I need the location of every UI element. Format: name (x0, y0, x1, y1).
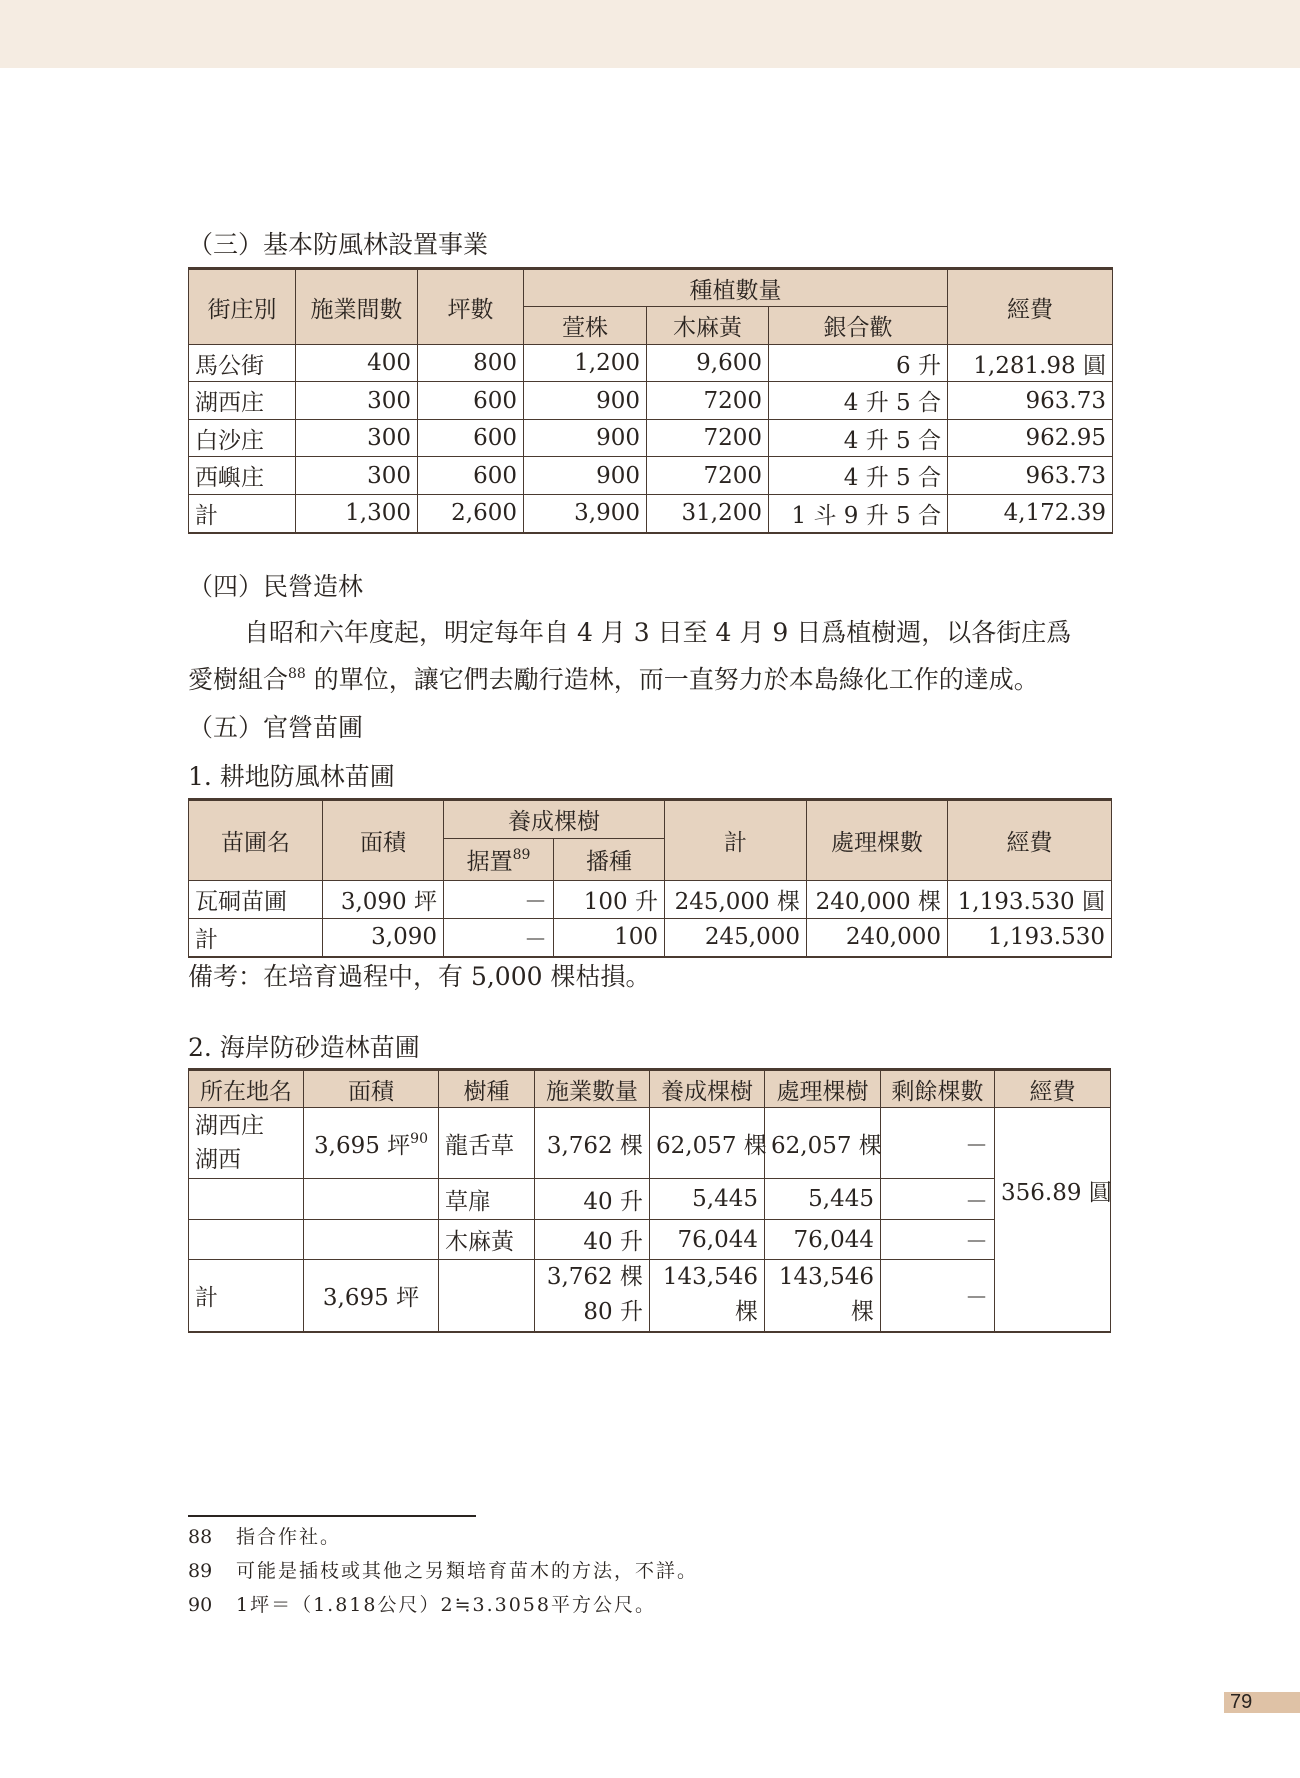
footnote-ref-90[interactable]: 90 (410, 1130, 428, 1147)
cell-town: 白沙庄 (189, 420, 296, 457)
section3-heading: （三）基本防風林設置事業 (188, 230, 489, 259)
cell-c: 4 升 5 合 (769, 420, 948, 457)
cell-c: 1 斗 9 升 5 合 (769, 495, 948, 533)
header-cost: 經費 (948, 269, 1113, 345)
cell-processed: 240,000 棵 (807, 881, 948, 919)
footnote-88 (188, 1525, 341, 1549)
location-line1: 湖西庄 (195, 1113, 264, 1139)
cell-households: 300 (296, 457, 418, 495)
cell-total: 245,000 棵 (665, 881, 807, 919)
cell-raised: 76,044 (650, 1220, 765, 1260)
footnote-number: 88 (188, 1526, 213, 1548)
table-row (189, 1179, 1111, 1220)
header-cost: 經費 (948, 800, 1112, 881)
header-planting-group: 種植數量 (524, 269, 948, 307)
cell-a: 1,200 (524, 345, 647, 382)
cell-work-qty: 40 升 (535, 1179, 650, 1220)
header-col-b: 木麻黃 (647, 307, 769, 345)
raised-line2: 棵 (735, 1299, 758, 1326)
header-processed: 處理棵樹 (765, 1070, 881, 1108)
cell-species (439, 1260, 535, 1332)
cell-location (189, 1108, 304, 1179)
cell-area (304, 1179, 439, 1220)
cell-a: 3,900 (524, 495, 647, 533)
cell-cutting: － (444, 881, 554, 919)
nursery2-table (188, 1068, 1111, 1333)
cell-location: 計 (189, 1260, 304, 1332)
cell-cost: 1,193.530 (948, 919, 1112, 957)
cost-value: 356.89 圓 (1001, 1179, 1112, 1206)
header-name: 苗圃名 (189, 800, 323, 881)
header-raised: 養成棵樹 (650, 1070, 765, 1108)
header-species: 樹種 (439, 1070, 535, 1108)
cell-cost-merged (995, 1108, 1111, 1332)
cell-cost: 1,193.530 圓 (948, 881, 1112, 919)
para-text: 的單位，讓它們去勵行造林，而一直努力於本島綠化工作的達成。 (305, 665, 1039, 694)
header-households: 施業間數 (296, 269, 418, 345)
cell-cost: 963.73 (948, 382, 1113, 420)
cell-cost: 1,281.98 圓 (948, 345, 1113, 382)
cell-c: 6 升 (769, 345, 948, 382)
header-col-c: 銀合歡 (769, 307, 948, 345)
cell-processed: 240,000 (807, 919, 948, 957)
cell-a: 900 (524, 457, 647, 495)
footnote-text: 指合作社。 (236, 1526, 342, 1548)
cell-species: 木麻黃 (439, 1220, 535, 1260)
cell-processed (765, 1260, 881, 1332)
cell-remaining: － (881, 1179, 995, 1220)
table-row (189, 382, 1113, 420)
cell-total: 245,000 (665, 919, 807, 957)
cell-area: 3,695 坪 (304, 1260, 439, 1332)
cell-a: 900 (524, 420, 647, 457)
section4-paragraph-line2 (188, 665, 1039, 695)
processed-line2: 棵 (851, 1299, 874, 1326)
header-cutting-label: 据置 (466, 849, 513, 875)
cell-c: 4 升 5 合 (769, 382, 948, 420)
nursery2-heading: 2. 海岸防砂造林苗圃 (188, 1033, 420, 1062)
cell-area: 3,090 坪 (323, 881, 444, 919)
header-town: 街庄別 (189, 269, 296, 345)
header-remaining: 剩餘棵數 (881, 1070, 995, 1108)
section4-paragraph-line1: 自昭和六年度起，明定每年自 4 月 3 日至 4 月 9 日爲植樹週，以各街庄爲 (244, 618, 1072, 647)
table-total-row (189, 919, 1112, 957)
cell-raised: 62,057 棵 (650, 1108, 765, 1179)
header-sowing: 播種 (554, 839, 665, 881)
cell-area: 3,090 (323, 919, 444, 957)
cell-raised (650, 1260, 765, 1332)
footnote-89 (188, 1559, 698, 1583)
windbreak-table (188, 267, 1113, 534)
footnote-ref-88[interactable]: 88 (288, 666, 306, 682)
header-area: 面積 (323, 800, 444, 881)
cell-processed: 62,057 棵 (765, 1108, 881, 1179)
location-line2: 湖西 (195, 1147, 241, 1173)
cell-area: 800 (418, 345, 524, 382)
cell-name: 計 (189, 919, 323, 957)
section4-heading: （四）民營造林 (188, 572, 364, 601)
footnote-number: 89 (188, 1560, 213, 1582)
cell-a: 900 (524, 382, 647, 420)
cell-households: 400 (296, 345, 418, 382)
cell-species: 草扉 (439, 1179, 535, 1220)
cell-area: 2,600 (418, 495, 524, 533)
cell-b: 7200 (647, 457, 769, 495)
cell-area: 600 (418, 420, 524, 457)
header-cost: 經費 (995, 1070, 1111, 1108)
work-qty-line1: 3,762 棵 (546, 1264, 643, 1291)
cell-area (304, 1220, 439, 1260)
cell-remaining: － (881, 1260, 995, 1332)
page-number: 79 (1224, 1692, 1300, 1713)
cell-cost: 962.95 (948, 420, 1113, 457)
cell-work-qty (535, 1260, 650, 1332)
top-band (0, 0, 1300, 68)
nursery1-note: 備考：在培育過程中，有 5,000 棵枯損。 (188, 962, 651, 991)
table-row (189, 345, 1113, 382)
header-total: 計 (665, 800, 807, 881)
cell-processed: 5,445 (765, 1179, 881, 1220)
raised-line1: 143,546 (662, 1264, 758, 1291)
header-area: 面積 (304, 1070, 439, 1108)
cell-area: 600 (418, 457, 524, 495)
cell-area (304, 1108, 439, 1179)
cell-town: 湖西庄 (189, 382, 296, 420)
cell-households: 1,300 (296, 495, 418, 533)
header-work-qty: 施業數量 (535, 1070, 650, 1108)
cell-sowing: 100 (554, 919, 665, 957)
work-qty-line2: 80 升 (583, 1299, 643, 1326)
cell-remaining: － (881, 1108, 995, 1179)
cell-cost: 4,172.39 (948, 495, 1113, 533)
cell-b: 9,600 (647, 345, 769, 382)
table-total-row (189, 1260, 1111, 1332)
footnote-text: 1坪＝（1.818公尺）2≒3.3058平方公尺。 (236, 1594, 656, 1616)
cell-households: 300 (296, 382, 418, 420)
nursery1-table (188, 798, 1112, 958)
cell-name: 瓦硐苗圃 (189, 881, 323, 919)
cell-species: 龍舌草 (439, 1108, 535, 1179)
cell-sowing: 100 升 (554, 881, 665, 919)
cell-b: 31,200 (647, 495, 769, 533)
cell-households: 300 (296, 420, 418, 457)
cell-b: 7200 (647, 420, 769, 457)
header-area: 坪數 (418, 269, 524, 345)
cell-area: 600 (418, 382, 524, 420)
cell-c: 4 升 5 合 (769, 457, 948, 495)
header-col-a: 萱株 (524, 307, 647, 345)
footnote-ref-89[interactable]: 89 (512, 847, 531, 863)
processed-line1: 143,546 (778, 1264, 874, 1291)
footnote-text: 可能是插枝或其他之另類培育苗木的方法，不詳。 (236, 1560, 699, 1582)
table-row (189, 420, 1113, 457)
cell-location (189, 1179, 304, 1220)
nursery1-heading: 1. 耕地防風林苗圃 (188, 762, 395, 791)
header-cutting (444, 839, 554, 881)
footnote-divider (188, 1515, 476, 1517)
table-row (189, 1108, 1111, 1179)
area-value: 3,695 坪 (314, 1132, 411, 1159)
table-row (189, 881, 1112, 919)
cell-remaining: － (881, 1220, 995, 1260)
para-text: 愛樹組合 (188, 665, 289, 694)
table-row (189, 1220, 1111, 1260)
cell-town: 西嶼庄 (189, 457, 296, 495)
cell-b: 7200 (647, 382, 769, 420)
table-row (189, 457, 1113, 495)
section5-heading: （五）官營苗圃 (188, 713, 364, 742)
cell-location (189, 1220, 304, 1260)
cell-work-qty: 40 升 (535, 1220, 650, 1260)
header-raised-group: 養成棵樹 (444, 800, 665, 839)
cell-cost: 963.73 (948, 457, 1113, 495)
header-processed: 處理棵數 (807, 800, 948, 881)
footnote-number: 90 (188, 1594, 213, 1616)
header-location: 所在地名 (189, 1070, 304, 1108)
cell-town: 計 (189, 495, 296, 533)
cell-work-qty: 3,762 棵 (535, 1108, 650, 1179)
cell-processed: 76,044 (765, 1220, 881, 1260)
table-total-row (189, 495, 1113, 533)
cell-raised: 5,445 (650, 1179, 765, 1220)
cell-cutting: － (444, 919, 554, 957)
cell-town: 馬公街 (189, 345, 296, 382)
footnote-90 (188, 1593, 656, 1617)
